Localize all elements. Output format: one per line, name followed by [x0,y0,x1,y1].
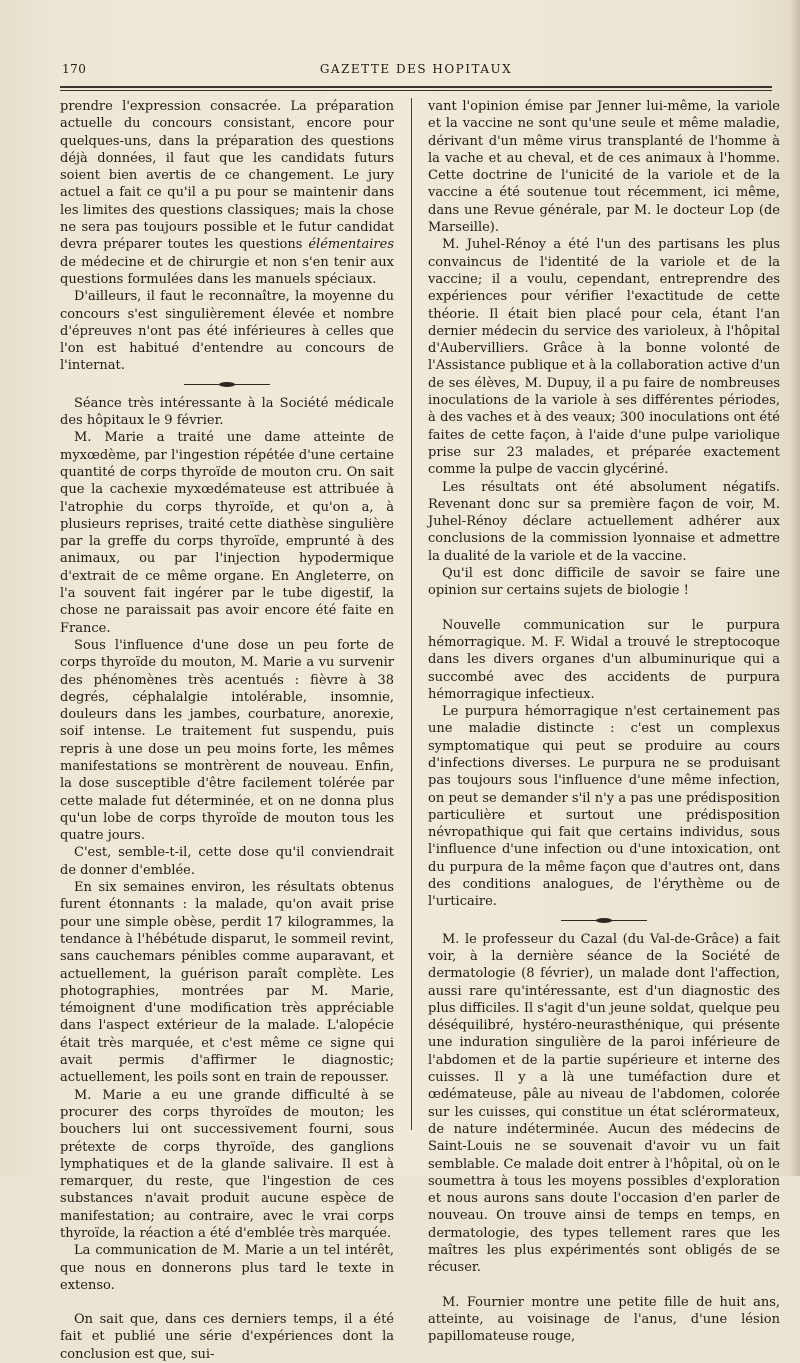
page-edge-shadow [790,0,800,1176]
paragraph: On sait que, dans ces derniers temps, il a été fait et publié une série d'expériences dont la conclusion est que, sui- [60,1312,394,1362]
paragraph: En six semaines environ, les résultats obtenus furent étonnants : la malade, qu'on avait prise pour une simple obèse, perdit 17 kilogrammes, la tendance à l'hébétude disparut, le sommeil revint, sans cauchemars pénibles comme auparavant, et actuellement, la guérison paraît complète. Les photographies, montrées par M. Marie, témoignent d'une modification très appréciable dans l'aspect extérieur de la malade. L'alopécie était très marquée, et c'est même ce signe qui avait permis d'affirmer le diagnostic; actuellement, les poils sont en train de repousser. [60,880,394,1086]
paragraph: M. le professeur du Cazal (du Val-de-Grâce) a fait voir, à la dernière séance de la Société de dermatologie (8 février), un malade dont l'affection, aussi rare qu'intéressante, est d'un diagnostic des plus difficiles. Il s'agit d'un jeune soldat, quelque peu déséquilibré, hystéro-neurasthénique, qui présente une induration singulière de la paroi inférieure de l'abdomen et de la partie supérieure et interne des cuisses. Il y a là une tuméfaction dure et œdémateuse, pâle au niveau de l'abdomen, colorée sur les cuisses, qui constitue un état sclérormateux, de nature indéterminée. Aucun des médecins de Saint-Louis ne se souvenait d'avoir vu un fait semblable. Ce malade doit entrer à l'hôpital, où on le soumettra à tous les moyens possibles d'exploration et nous aurons sans doute l'occasion d'en parler de nouveau. On trouve ainsi de temps en temps, en dermatologie, des types tellement rares que les maîtres les plus expérimentés sont obligés de se récuser. [428,931,780,1276]
left-column [60,98,394,1363]
paragraph: prendre l'expression consacrée. La préparation actuelle du concours consistant, encore pour quelques-uns, dans la préparation des questions déjà données, il faut que les candidats futurs soient bien avertis de ce changement. Le jury actuel a fait ce qu'il a pu pour se maintenir dans les limites des questions classiques; mais la chose ne sera pas toujours possible et le futur candidat devra préparer toutes les questions élémentaires de médecine et de chirurgie et non s'en tenir aux questions formulées dans les manuels spéciaux. [60,99,394,287]
paragraph: vant l'opinion émise par Jenner lui-même, la variole et la vaccine ne sont qu'une seule et même maladie, dérivant d'un même virus transplanté de l'homme à la vache et au cheval, et de ces animaux à l'homme. Cette doctrine de l'unicité de la variole et de la vaccine a été soutenue tout récemment, ici même, dans une Revue générale, par M. le docteur Lop (de Marseille). [428,99,780,236]
paragraph: La communication de M. Marie a un tel intérêt, que nous en donnerons plus tard le texte in extenso. [60,1243,394,1293]
page-header [60,58,772,80]
page-number: 170 [62,62,87,76]
paragraph: Sous l'influence d'une dose un peu forte de corps thyroïde du mouton, M. Marie a vu survenir des phénomènes très acentués : fièvre à 38 degrés, céphalalgie intolérable, insomnie, douleurs dans les jambes, courbature, anorexie, soif intense. Le traitement fut suspendu, puis repris à une dose un peu moins forte, les mêmes manifestations se montrèrent de nouveau. Enfin, la dose susceptible d'être facilement tolérée par cette malade fut déterminée, et on ne donna plus qu'un lobe de corps thyroïde de mouton tous les quatre jours. [60,637,394,844]
paragraph: Séance très intéressante à la Société médicale des hôpitaux le 9 février. [60,395,394,429]
paragraph: Qu'il est donc difficile de savoir se faire une opinion sur certains sujets de biologie ! [428,566,780,599]
right-column [428,98,780,1345]
section-separator [428,911,780,931]
paragraph: Les résultats ont été absolument négatifs. Revenant donc sur sa première façon de voir, M. Juhel-Rénoy déclare actuellement adhérer aux conclusions de la commission lyonnaise et admettre la dualité de la variole et de la vaccine. [428,479,780,564]
paragraph: M. Fournier montre une petite fille de huit ans, atteinte, au voisinage de l'anus, d'une lésion papillomateuse rouge, [428,1294,780,1345]
paragraph: C'est, semble-t-il, cette dose qu'il conviendrait de donner d'emblée. [60,845,394,878]
header-rule-thin [60,90,772,91]
paragraph: D'ailleurs, il faut le reconnaître, la moyenne du concours s'est singulièrement élevée et nombre d'épreuves n'ont pas été inférieures à celles que l'on est habitué d'entendre au concours de l'internat. [60,289,394,374]
paragraph: Le purpura hémorragique n'est certainement pas une maladie distincte : c'est un complexus symptomatique qui peut se produire au cours d'infections diverses. Le purpura ne se produisant pas toujours sous l'influence d'une même infection, on peut se demander s'il n'y a pas une prédisposition particulière et surtout une prédisposition névropathique qui fait que certains individus, sous l'influence d'une infection ou d'une intoxication, ont du purpura de la même façon que d'autres ont, dans des conditions analogues, de l'érythème ou de l'urticaire. [428,704,780,910]
paragraph: M. Marie a traité une dame atteinte de myxœdème, par l'ingestion répétée d'une certaine quantité de corps thyroïde de mouton cru. On sait que la cachexie myxœdémateuse est attribuée à l'atrophie du corps thyroïde, et qu'on a, à plusieurs reprises, traité cette diathèse singulière par la greffe du corps thyroïde, emprunté à des animaux, ou par l'injection hypodermique d'extrait de ce même organe. En Angleterre, on l'a souvent fait ingérer par le tube digestif, la chose ne paraissait pas avoir encore été faite en France. [60,430,394,636]
header-rule-thick [60,86,772,88]
paragraph: Nouvelle communication sur le purpura hémorragique. M. F. Widal a trouvé le streptocoque dans les divers organes d'un albuminurique qui a succombé avec des accidents de purpura hémorragique infectieux. [428,617,780,702]
column-divider [411,98,412,1130]
paragraph: M. Marie a eu une grande difficulté à se procurer des corps thyroïdes de mouton; les bouchers lui ont successivement fourni, sous prétexte de corps thyroïde, des ganglions lymphatiques et de la glande salivaire. Il est à remarquer, du reste, que l'ingestion de ces substances n'avait produit aucune espèce de manifestation; au contraire, avec le vrai corps thyroïde, la réaction a été d'emblée très marquée. [60,1087,394,1241]
journal-title: GAZETTE DES HOPITAUX [319,62,513,76]
paragraph: M. Juhel-Rénoy a été l'un des partisans les plus convaincus de l'identité de la variole et de la vaccine; il a voulu, cependant, entreprendre des expériences pour vérifier l'exactitude de cette théorie. Il était bien placé pour cela, étant l'an dernier médecin du service des varioleux, à l'hôpital d'Aubervilliers. Grâce à la bonne volonté de l'Assistance publique et à la collaboration active d'un de ses élèves, M. Dupuy, il a pu faire de nombreuses inoculations de la variole à ses différentes périodes, à des vaches et à des veaux; 300 inoculations ont été faites de cette façon, à l'aide d'une pulpe variolique prise sur 23 malades, et préparée exactement comme la pulpe de vaccin glycériné. [428,237,780,478]
emphasis: élémentaires [308,237,394,253]
section-separator [60,375,394,395]
